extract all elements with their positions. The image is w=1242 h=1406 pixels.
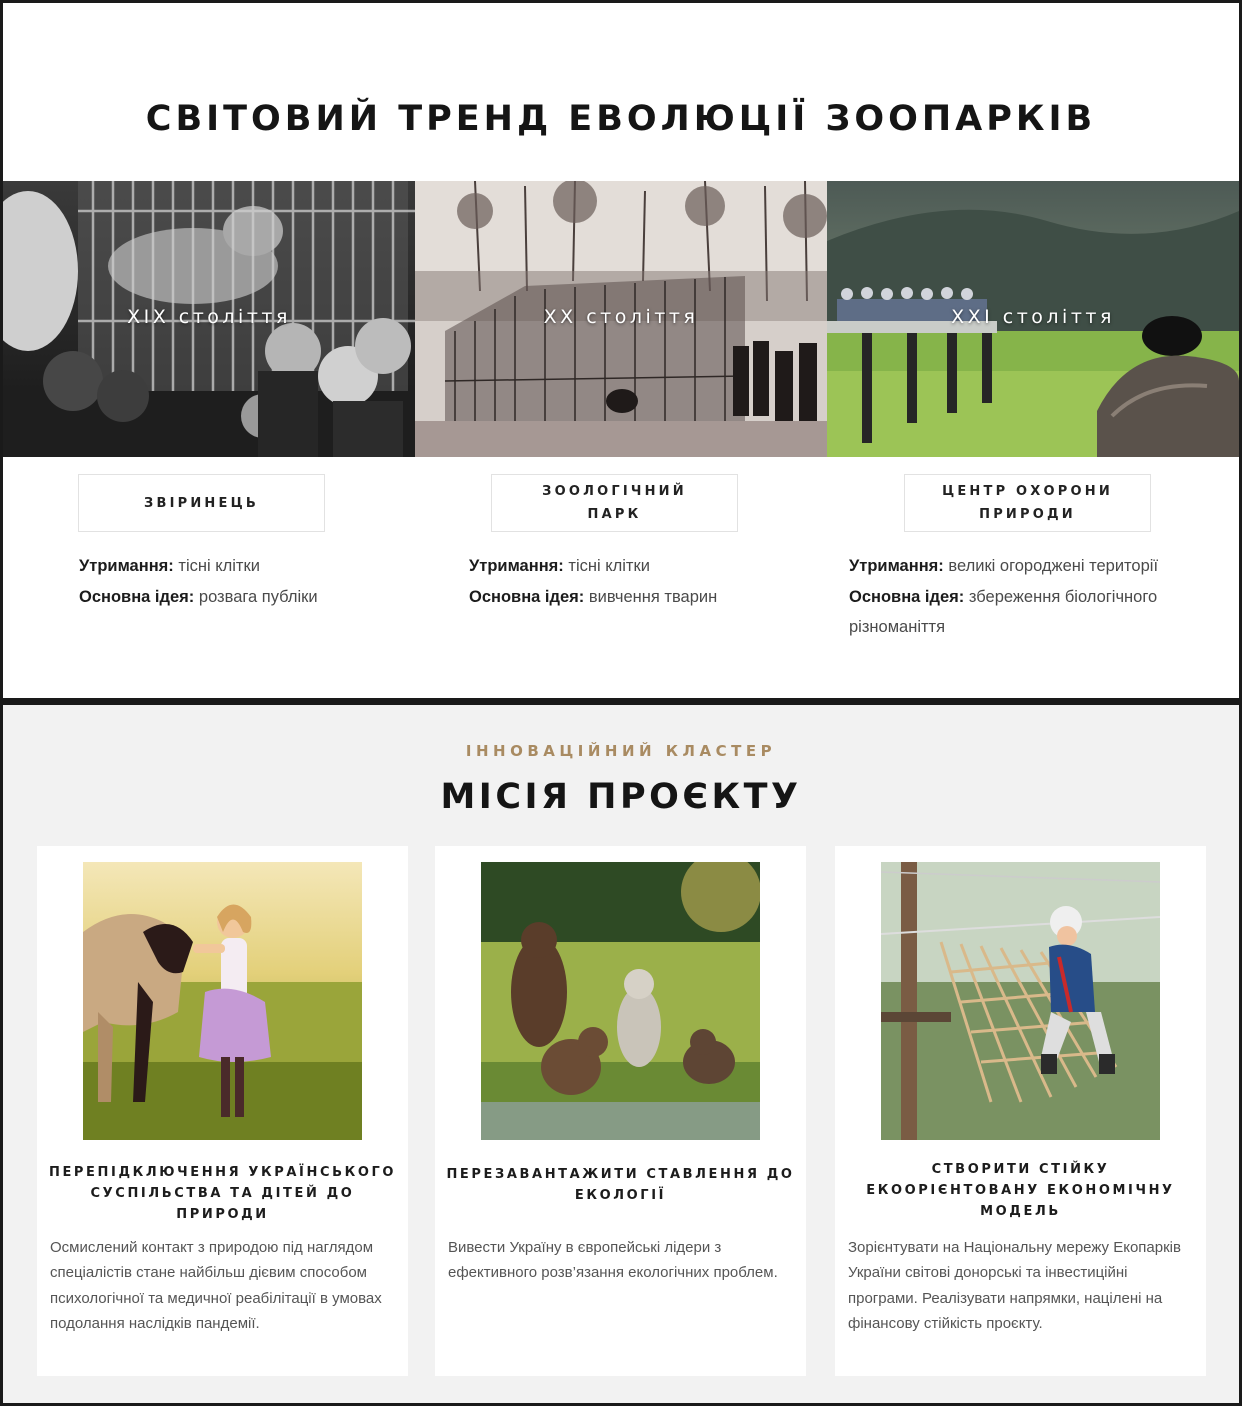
section-title: МІСІЯ ПРОЄКТУ — [440, 777, 802, 817]
era-photo-19th-century — [3, 181, 415, 457]
era-type-badge-conservation-center: ЦЕНТР ОХОРОНИ ПРИРОДИ — [904, 474, 1151, 532]
keeping-value: тісні клітки — [568, 557, 650, 575]
idea-label: Основна ідея: — [849, 587, 965, 606]
idea-line — [469, 582, 809, 613]
card-title: ПЕРЕЗАВАНТАЖИТИ СТАВЛЕННЯ ДО ЕКОЛОГІЇ — [446, 1167, 795, 1203]
keeping-label: Утримання: — [469, 557, 564, 575]
era-photo-20th-century — [415, 181, 827, 457]
idea-label: Основна ідея: — [469, 587, 585, 606]
mission-card-reboot-ecology — [435, 846, 806, 1376]
keeping-value: великі огороджені території — [948, 557, 1159, 575]
keeping-line — [469, 551, 809, 582]
idea-value: розвага публіки — [198, 587, 318, 606]
idea-value: вивчення тварин — [588, 587, 718, 606]
era-type-badge-menagerie: ЗВІРИНЕЦЬ — [78, 474, 325, 532]
card-title: СТВОРИТИ СТІЙКУ ЕКООРІЄНТОВАНУ ЕКОНОМІЧНУ МОДЕЛЬ — [866, 1162, 1175, 1219]
card-text: Зорієнтувати на Національну мережу Екопарків України світові донорські та інвестиційні програми. Реалізувати напрямки, націлені на фінансову стійкість проєкту. — [848, 1239, 1181, 1332]
era-info-conservation-center — [849, 551, 1224, 643]
mission-section — [3, 705, 1239, 1403]
mission-card-sustainable-economy — [835, 846, 1206, 1376]
mission-card-reconnect-nature — [37, 846, 408, 1376]
era-photo-21st-century — [827, 181, 1239, 457]
card-image — [83, 862, 362, 1140]
card-text: Осмислений контакт з природою під наглядом спеціалістів стане найбільш дієвим способом психологічної та медичної реабілітації в умовах подолання наслідків пандемії. — [50, 1239, 382, 1332]
keeping-line — [79, 551, 409, 582]
keeping-label: Утримання: — [79, 557, 174, 575]
card-image — [481, 862, 760, 1140]
idea-label: Основна ідея: — [79, 587, 195, 606]
keeping-line — [849, 551, 1224, 582]
card-text: Вивести Україну в європейські лідери з ефективного розв’язання екологічних проблем. — [448, 1239, 778, 1282]
era-info-zoological-park — [469, 551, 809, 612]
idea-line — [79, 582, 409, 613]
era-type-badge-zoological-park: ЗООЛОГІЧНИЙ ПАРК — [491, 474, 738, 532]
keeping-label: Утримання: — [849, 557, 944, 575]
section-title: СВІТОВИЙ ТРЕНД ЕВОЛЮЦІЇ ЗООПАРКІВ — [145, 99, 1097, 139]
idea-value: збереження біологічного різноманіття — [849, 587, 1158, 636]
idea-line — [849, 582, 1224, 643]
bears-photo — [481, 862, 760, 1140]
zoo-evolution-section — [3, 3, 1239, 698]
rope-park-photo — [881, 862, 1160, 1140]
era-period-label: XX століття — [543, 306, 699, 328]
era-period-label: XXI століття — [951, 306, 1115, 328]
keeping-value: тісні клітки — [178, 557, 260, 575]
section-kicker: ІННОВАЦІЙНИЙ КЛАСТЕР — [465, 742, 777, 760]
card-title: ПЕРЕПІДКЛЮЧЕННЯ УКРАЇНСЬКОГО СУСПІЛЬСТВА ТА ДІТЕЙ ДО ПРИРОДИ — [48, 1165, 397, 1222]
card-image — [881, 862, 1160, 1140]
girl-with-horses-photo — [83, 862, 362, 1140]
era-info-menagerie — [79, 551, 409, 612]
era-period-label: XIX століття — [127, 306, 291, 328]
